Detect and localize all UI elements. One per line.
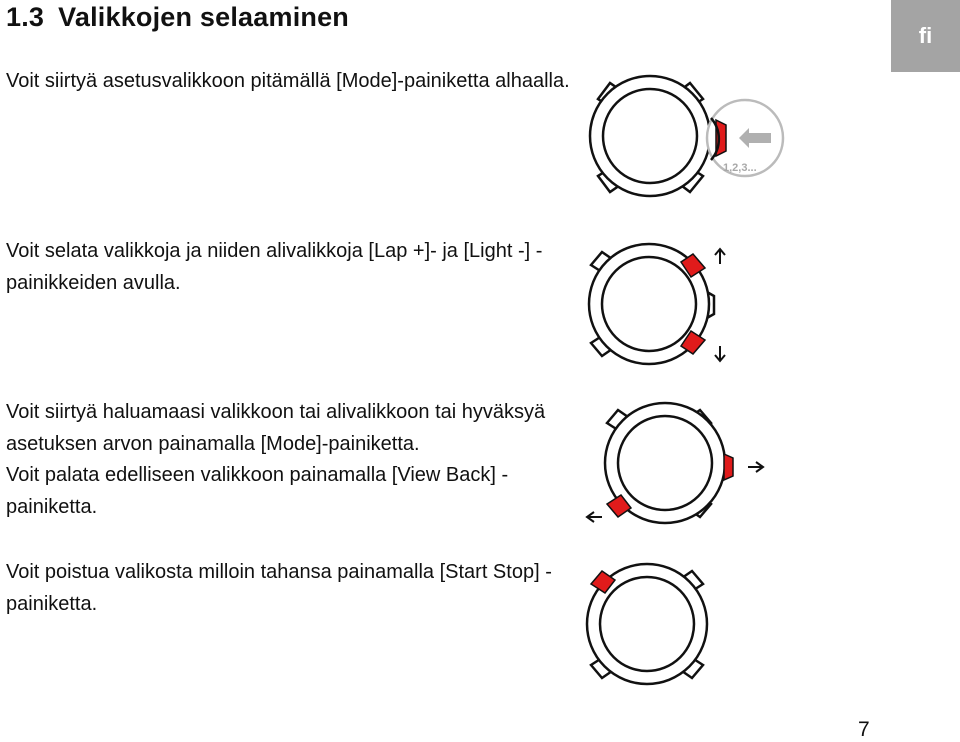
paragraph-enter-settings: Voit siirtyä asetusvalikkoon pitämällä [Mode]-painiketta alhaalla. — [6, 70, 570, 92]
paragraph-exit-menu: Voit poistua valikosta milloin tahansa painamalla [Start Stop] -painiketta. — [6, 561, 552, 615]
watch-dial — [603, 89, 697, 183]
watch-figure-exit — [583, 560, 723, 695]
watch-figure-hold-mode — [583, 70, 793, 205]
section-number: 1.3 — [6, 2, 45, 32]
watch-figure-scroll — [583, 240, 743, 370]
watch-dial — [602, 257, 696, 351]
paragraph-select-text: Voit siirtyä haluamaasi valikkoon tai alivalikkoon tai hyväksyä asetuksen arvon painamalla [Mode]-painiketta. — [6, 401, 546, 455]
paragraph-scroll-menus: Voit selata valikkoja ja niiden alivalikkoja [Lap +]- ja [Light -] -painikkeiden avulla. — [6, 240, 543, 294]
watch-dial — [600, 577, 694, 671]
arrow-up-icon — [715, 249, 725, 264]
section-title: Valikkojen selaaminen — [58, 2, 349, 32]
watch-dial — [618, 416, 712, 510]
arrow-right-icon — [748, 462, 763, 472]
arrow-down-icon — [715, 346, 725, 361]
section-heading — [6, 2, 349, 33]
language-tab: fi — [891, 0, 960, 72]
paragraph-select-back — [6, 397, 591, 523]
paragraph-back-text: Voit palata edelliseen valikkoon painamalla [View Back] -painiketta. — [6, 464, 509, 518]
watch-figure-select-back — [580, 400, 770, 535]
hold-count-label: 1,2,3... — [723, 162, 757, 174]
page-number: 7 — [858, 718, 870, 741]
mode-button-highlight — [724, 454, 733, 480]
arrow-left-icon — [587, 512, 602, 522]
